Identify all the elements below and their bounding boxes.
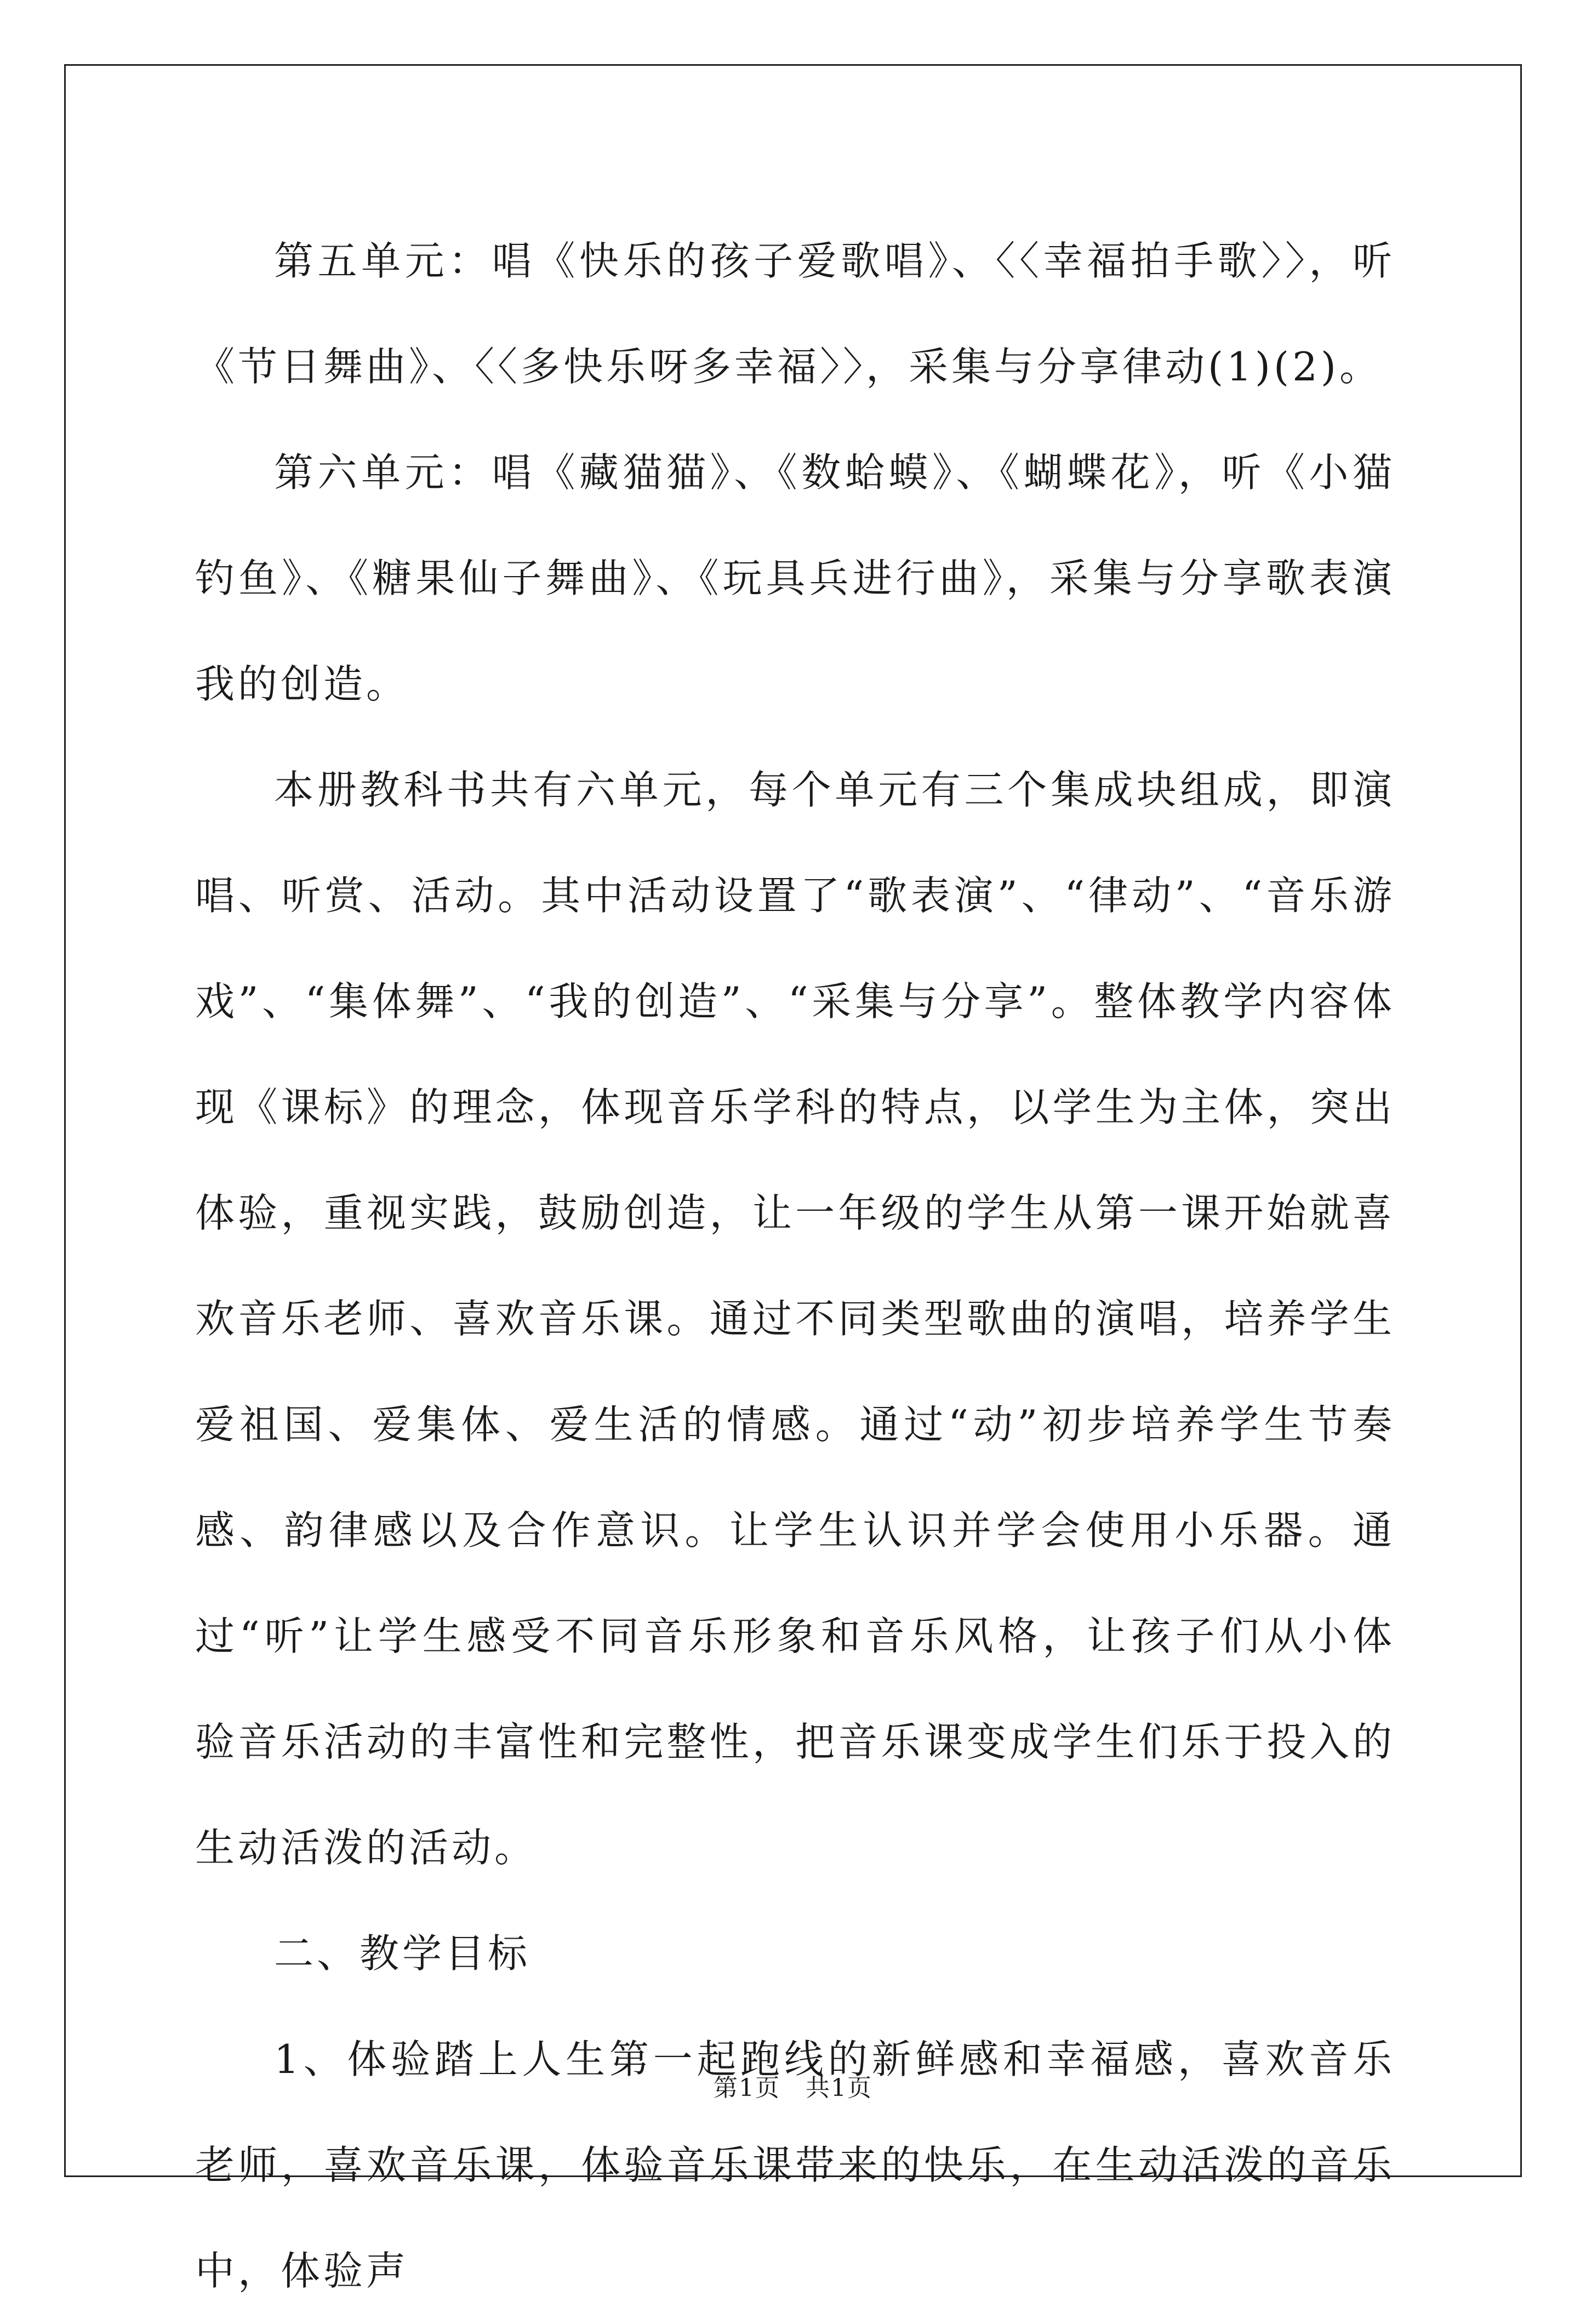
page-footer: 第1页 共1页	[714, 2074, 872, 2102]
paragraph-textbook-overview: 本册教科书共有六单元，每个单元有三个集成块组成，即演唱、听赏、活动。其中活动设置了“歌表演”、“律动”、“音乐游戏”、“集体舞”、“我的创造”、“采集与分享”。整体教学内容体现《课标》的理念，体现音乐学科的特点，以学生为主体，突出体验，重视实践，鼓励创造，让一年级的学生从第一课开始就喜欢音乐老师、喜欢音乐课。通过不同类型歌曲的演唱，培养学生爱祖国、爱集体、爱生活的情感。通过“动”初步培养学生节奏感、韵律感以及合作意识。让学生认识并学会使用小乐器。通过“听”让学生感受不同音乐形象和音乐风格，让孩子们从小体验音乐活动的丰富性和完整性，把音乐课变成学生们乐于投入的生动活泼的活动。	[195, 767, 1395, 1871]
paragraph-unit-six: 第六单元：唱《藏猫猫》、《数蛤蟆》、《蝴蝶花》，听《小猫钓鱼》、《糖果仙子舞曲》、《玩具兵进行曲》，采集与分享歌表演我的创造。	[195, 449, 1395, 707]
paragraph-goal-one: 1、体验踏上人生第一起跑线的新鲜感和幸福感，喜欢音乐老师，喜欢音乐课，体验音乐课带来的快乐，在生动活泼的音乐中，体验声	[195, 2036, 1395, 2294]
section-heading-teaching-goals: 二、教学目标	[274, 1930, 531, 1976]
paragraph-unit-five: 第五单元：唱《快乐的孩子爱歌唱》、〈〈幸福拍手歌〉〉，听《节日舞曲》、〈〈多快乐呀多幸福〉〉，采集与分享律动(1)(2)。	[195, 238, 1395, 390]
document-body	[195, 208, 1395, 2324]
